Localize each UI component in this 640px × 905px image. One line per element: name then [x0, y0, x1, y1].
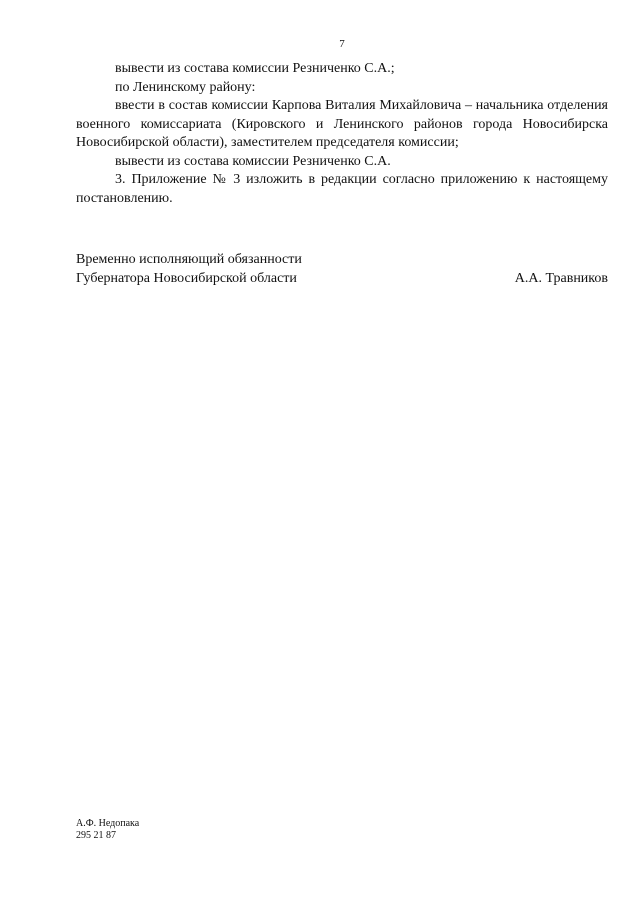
paragraph-add-karpov: ввести в состав комиссии Карпова Виталия Михайловича – начальника отделения военного комиссариата (Кировского и Ленинского районов города Новосибирска Новосибирской области), заместителем председателя комиссии;	[76, 98, 608, 150]
signatory-name: А.А. Травников	[514, 271, 608, 286]
page-number: 7	[339, 38, 345, 50]
paragraph-remove-reznichenko-1: вывести из состава комиссии Резниченко С.А.;	[115, 61, 395, 76]
executor-name: А.Ф. Недопака	[76, 818, 140, 829]
document-body	[76, 60, 608, 208]
signature-block	[76, 250, 608, 288]
signatory-position-line1: Временно исполняющий обязанности	[76, 252, 302, 267]
executor-footer	[76, 818, 139, 842]
paragraph-appendix-3: 3. Приложение № 3 изложить в редакции согласно приложению к настоящему постановлению.	[76, 172, 608, 206]
paragraph-leninsky-district: по Ленинскому району:	[115, 79, 256, 95]
executor-phone: 295 21 87	[76, 830, 116, 841]
signature-row	[76, 269, 608, 288]
signatory-position-line2: Губернатора Новосибирской области	[76, 271, 297, 286]
paragraph-remove-reznichenko-2: вывести из состава комиссии Резниченко С.А.	[115, 153, 391, 169]
